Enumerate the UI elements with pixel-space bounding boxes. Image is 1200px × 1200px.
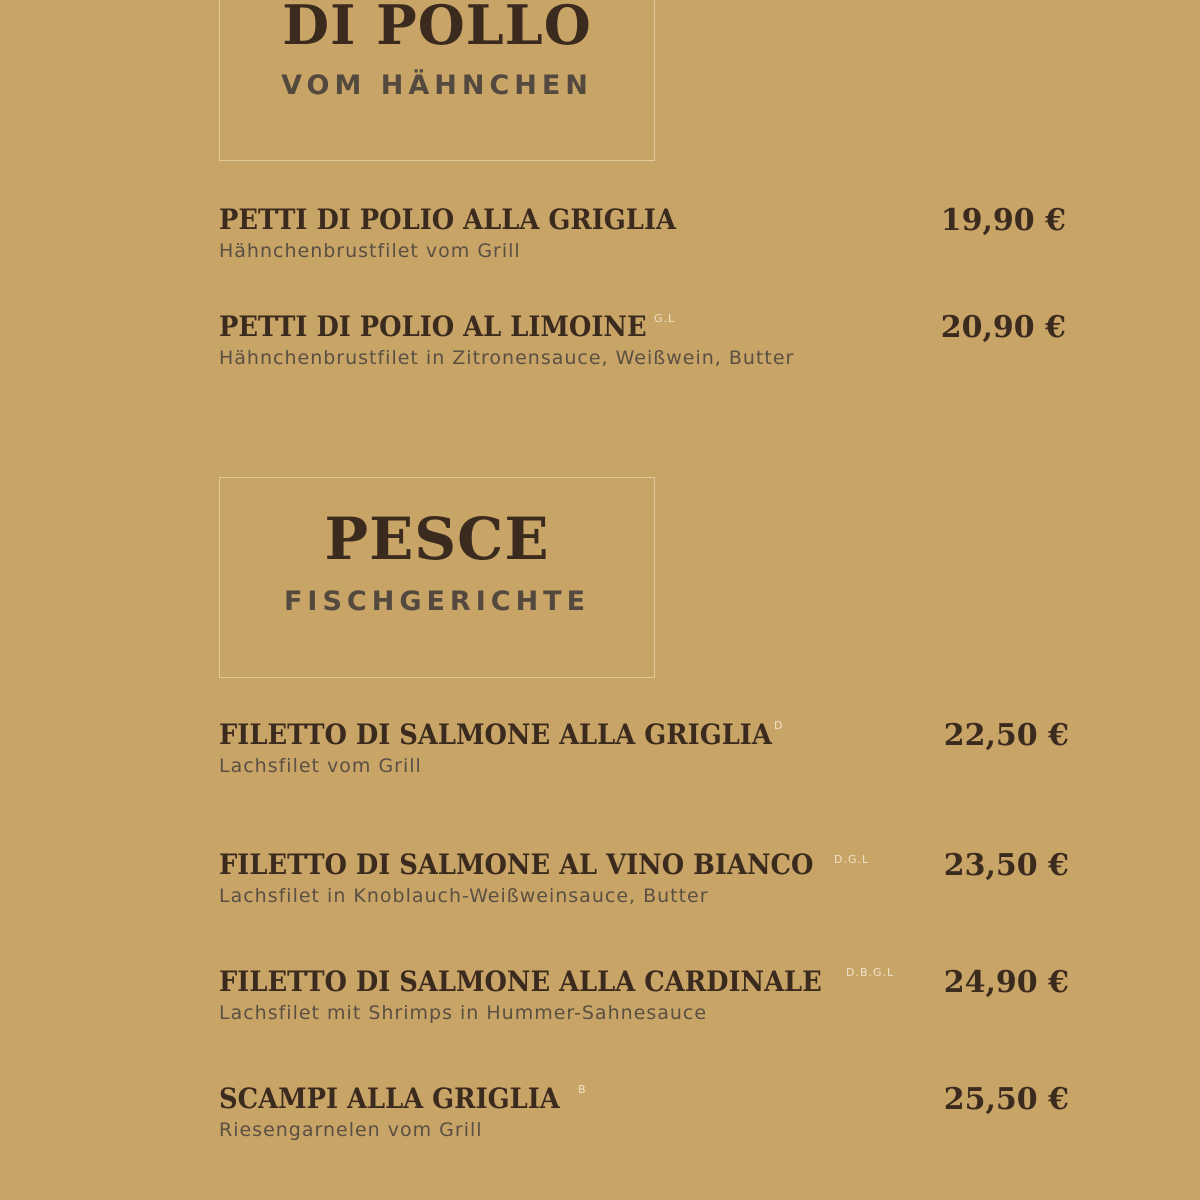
allergen-code: G.L <box>654 312 676 325</box>
section-title: PESCE <box>324 505 550 573</box>
item-name: PETTI DI POLIO ALLA GRIGLIA <box>219 203 676 236</box>
item-description: Riesengarnelen vom Grill <box>219 1119 483 1141</box>
item-description: Lachsfilet in Knoblauch-Weißweinsauce, Butter <box>219 885 709 907</box>
section-header-pesce <box>219 477 655 678</box>
allergen-code: D <box>774 719 784 732</box>
item-name: FILETTO DI SALMONE ALLA GRIGLIA <box>219 718 772 751</box>
menu-item <box>219 848 1069 907</box>
allergen-code: D.G.L <box>834 853 870 866</box>
item-price: 20,90 € <box>940 310 1066 345</box>
allergen-code: B <box>578 1083 587 1096</box>
section-header-pollo <box>219 0 655 161</box>
menu-item <box>219 965 1069 1024</box>
item-description: Lachsfilet vom Grill <box>219 755 422 777</box>
section-subtitle: FISCHGERICHTE <box>283 586 591 617</box>
menu-item <box>219 1082 1069 1141</box>
item-name: SCAMPI ALLA GRIGLIA <box>219 1082 560 1115</box>
item-price: 25,50 € <box>943 1082 1069 1117</box>
menu-item <box>219 718 1069 777</box>
item-name: PETTI DI POLIO AL LIMOINE <box>219 310 647 343</box>
section-subtitle: VOM HÄHNCHEN <box>281 70 593 101</box>
item-price: 23,50 € <box>943 848 1069 883</box>
menu-item <box>219 203 1069 262</box>
item-description: Hähnchenbrustfilet vom Grill <box>219 240 521 262</box>
section-title: DI POLLO <box>282 0 592 57</box>
item-name: FILETTO DI SALMONE ALLA CARDINALE <box>219 965 822 998</box>
allergen-code: D.B.G.L <box>846 966 895 979</box>
menu-item <box>219 310 1069 369</box>
item-price: 24,90 € <box>943 965 1069 1000</box>
item-price: 22,50 € <box>943 718 1069 753</box>
item-price: 19,90 € <box>940 203 1066 238</box>
item-description: Hähnchenbrustfilet in Zitronensauce, Weißwein, Butter <box>219 347 795 369</box>
item-description: Lachsfilet mit Shrimps in Hummer-Sahnesauce <box>219 1002 708 1024</box>
item-name: FILETTO DI SALMONE AL VINO BIANCO <box>219 848 814 881</box>
